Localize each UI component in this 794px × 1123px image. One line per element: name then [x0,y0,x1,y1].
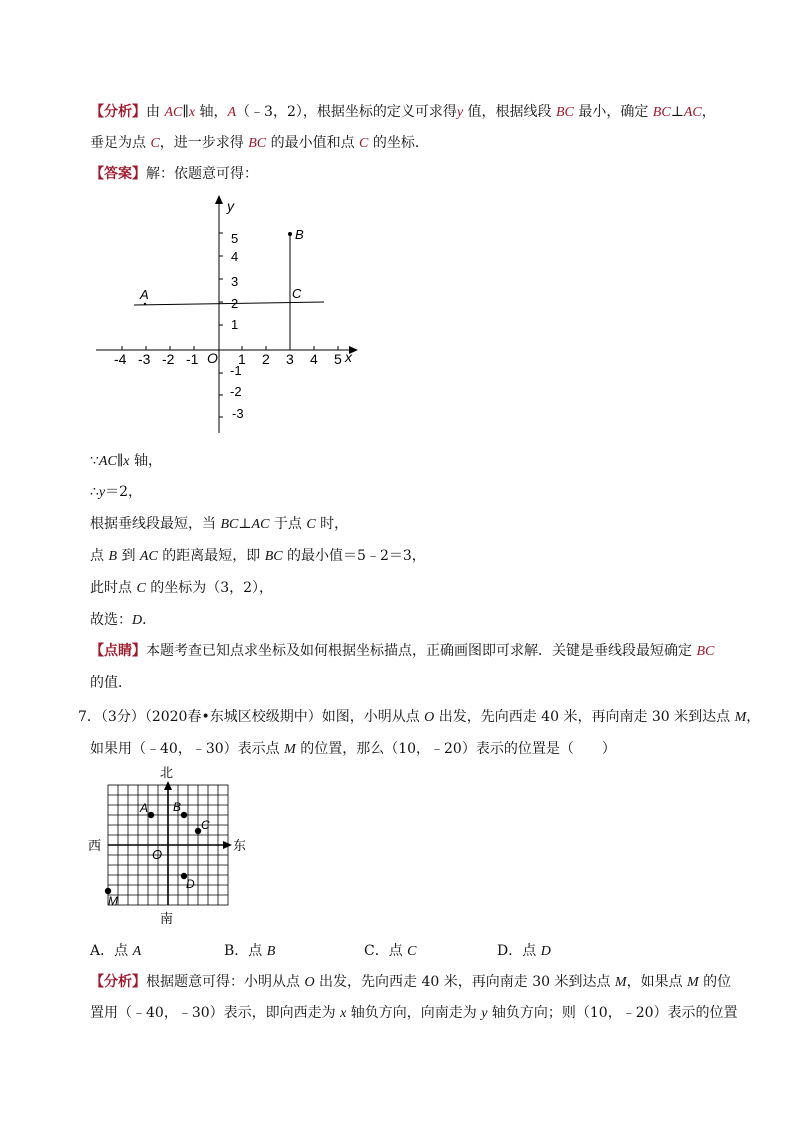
step-line [90,451,162,472]
math-variable: y [481,1006,488,1021]
text-run: D．点 [497,943,541,959]
text-run: 轴负方向，向南走为 [346,1005,482,1021]
text-run: A．点 [90,943,133,959]
text-run: 到 [117,548,140,564]
text-run: 轴负方向；则（10，﹣20）表示的位置 [487,1005,738,1021]
x-tick-label: 5 [334,351,342,367]
analysis7-line-2 [90,1003,738,1024]
step-line [90,514,348,535]
text-run: 如果用（﹣40，﹣30）表示点 [90,741,285,757]
text-run: B．点 [224,943,267,959]
text-run: 轴， [129,453,162,469]
math-variable: BC [556,105,574,120]
point-a-dot [144,303,146,305]
analysis-line-1 [90,102,716,123]
math-variable: AC [139,549,158,564]
text-run: ，如果点 [626,974,688,990]
math-variable: AC [164,105,183,120]
math-variable: x [340,1006,347,1021]
text-run: 点 [90,548,109,564]
text-run: 的坐标． [368,135,429,151]
north-label: 北 [160,765,174,780]
coordinate-graph [90,195,370,440]
math-variable: C [306,517,316,532]
comment-line-2 [90,673,132,693]
line-ac [134,302,324,305]
analysis-tag: 【分析】 [90,104,146,120]
option-c[interactable] [364,940,417,960]
text-run: （﹣3，2），根据坐标的定义可求得 [236,104,457,120]
point-b-label: B [295,227,304,242]
math-variable: C [150,136,160,151]
origin-o-label: O [152,847,163,862]
text-run: 置用（﹣40，﹣30）表示，即向西走为 [90,1005,341,1021]
x-tick-label: 1 [238,351,246,367]
step-line [90,610,156,631]
text-run: ∴ [90,484,99,500]
y-tick-label: 5 [231,231,239,246]
math-variable: AC [98,454,117,469]
point-a-label: A [140,287,149,302]
point-b-dot [181,812,187,818]
text-run: ⊥ [670,104,684,120]
point-d-label: D [186,877,195,891]
text-run: ∥ [182,104,189,120]
point-a-label: A [140,801,149,815]
point-m-label: M [108,894,118,908]
comment-line-1 [90,641,714,662]
north-arrow [164,781,172,790]
text-run: ∵ [90,453,99,469]
math-variable: O [424,710,435,725]
text-run: C．点 [364,943,408,959]
origin-label: O [207,350,218,366]
math-variable: BC [696,644,715,659]
point-b-dot [288,232,292,236]
point-b-label: B [173,800,182,814]
text-run: 值，根据线段 [463,104,556,120]
text-run: 的最小值和点 [266,135,360,151]
y-tick-label: 1 [231,317,239,332]
math-variable: BC [264,549,283,564]
text-run: 于点 [269,516,307,532]
text-run: ⊥ [238,516,252,532]
text-run: 的位 [698,974,732,990]
text-run: 的坐标为（3，2）， [145,580,274,596]
comment-tag: 【点睛】 [90,643,146,659]
text-run: ＝2， [105,484,143,500]
point-c-label: C [292,286,302,301]
y-axis-arrow [215,195,223,204]
x-tick-label: -2 [162,351,175,367]
math-variable: B [108,549,118,564]
question-line-1 [78,707,760,728]
point-c-label: C [201,818,210,832]
x-tick-group [122,346,338,350]
x-tick-label: 3 [286,351,294,367]
math-variable: AC [251,517,270,532]
analysis7-tag: 【分析】 [90,974,146,990]
step-line [90,578,273,599]
text-run: 时， [315,516,349,532]
y-tick-label: -3 [232,406,244,421]
math-variable: D [540,944,551,959]
x-tick-label: 4 [310,351,318,367]
south-label: 南 [160,911,174,926]
math-variable: C [136,581,146,596]
y-tick-label: -2 [230,384,242,399]
direction-grid [86,763,256,933]
text-run: 7．（3分）（2020春•东城区校级期中）如图，小明从点 [78,709,425,725]
math-variable: D [132,613,143,628]
text-run: ， [701,104,716,120]
analysis7-line-1 [90,972,731,993]
math-variable: y [98,485,106,500]
math-variable: A [132,944,142,959]
y-tick-group [219,233,223,417]
x-tick-label: -3 [138,351,151,367]
option-a[interactable] [90,940,141,960]
point-a-dot [148,812,154,818]
text-run: 本题考查已知点求坐标及如何根据坐标描点，正确画图即可求解．关键是垂线段最短确定 [146,643,697,659]
east-arrow [223,841,232,849]
text-run: 根据题意可得：小明从点 [146,974,305,990]
answer-tag: 【答案】 [90,166,146,182]
x-axis-label: x [345,349,352,365]
text-run: 最小，确定 [573,104,653,120]
math-variable: C [359,136,369,151]
math-variable: y [456,105,464,120]
text-run: 由 [146,104,165,120]
text-run: ， [746,709,761,725]
math-variable: M [734,710,747,725]
text-run: ∥ [116,453,124,469]
text-run: 轴， [195,104,228,120]
analysis-line-2 [90,133,429,154]
text-run: 故选： [90,612,132,628]
text-run: 的距离最短，即 [157,548,265,564]
text-run: 的值． [90,675,132,691]
text-run: 的最小值＝5﹣2＝3， [282,548,426,564]
option-d[interactable] [497,940,551,960]
math-variable: x [188,105,196,120]
step-line [90,482,142,503]
math-variable: M [284,742,296,757]
text-run: 出发，先向西走 40 米，再向南走 30 米到达点 [434,709,735,725]
x-tick-label: -4 [114,351,127,367]
step-line [90,546,426,567]
y-axis-label: y [227,198,234,214]
math-variable: C [407,944,417,959]
answer-line [90,164,258,184]
text-run: ． [142,612,157,628]
question-line-2 [90,739,616,760]
math-variable: AC [683,105,702,120]
y-tick-label: 4 [231,249,239,264]
math-variable: A [227,105,237,120]
math-variable: BC [652,105,671,120]
west-label: 西 [88,838,102,853]
text-run: 根据垂线段最短，当 [90,516,221,532]
text-run: 此时点 [90,580,137,596]
y-tick-label: 3 [231,274,239,289]
math-variable: M [614,975,627,990]
option-b[interactable] [224,940,275,960]
math-variable: BC [248,136,267,151]
text-run: ，进一步求得 [159,135,249,151]
math-variable: B [266,944,276,959]
math-variable: BC [220,517,239,532]
text-run: 出发，先向西走 40 米，再向南走 30 米到达点 [314,974,615,990]
east-label: 东 [233,838,247,853]
text-run: 的位置，那么（10，﹣20）表示的位置是（ ） [295,741,616,757]
math-variable: x [123,454,130,469]
math-variable: O [304,975,315,990]
y-tick-label: -1 [230,363,242,378]
x-tick-label: -1 [186,351,199,367]
x-tick-label: 2 [262,351,270,367]
text-run: 垂足为点 [90,135,151,151]
math-variable: M [687,975,699,990]
answer-text: 解：依题意可得： [146,166,258,182]
